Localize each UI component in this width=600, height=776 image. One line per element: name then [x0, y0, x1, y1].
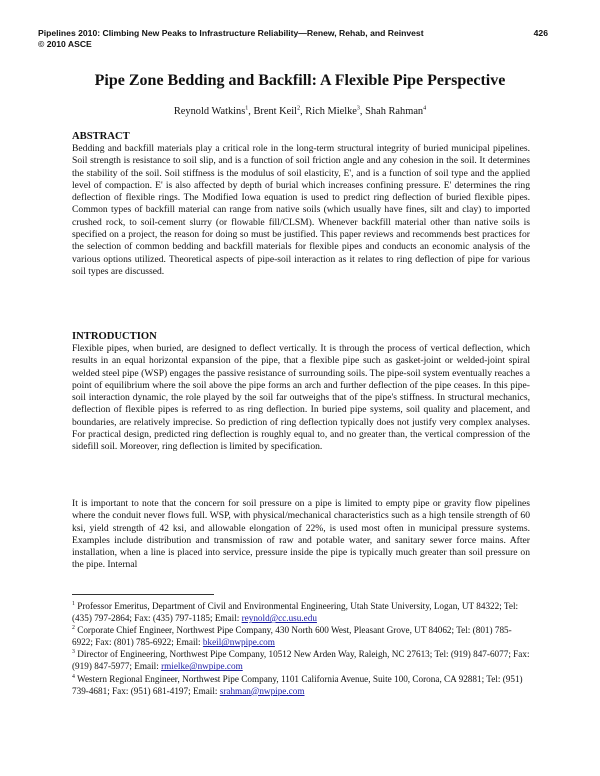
- running-header: [38, 28, 548, 49]
- abstract-section: [72, 130, 530, 278]
- email-link[interactable]: reynold@cc.usu.edu: [241, 613, 317, 624]
- introduction-paragraph-1: Flexible pipes, when buried, are designed to deflect vertically. It is through the process of vertical deflection, which results in an equal horizontal expansion of the pipe, that a flexible pipe such as gasket-joint or welded-joint spiral welded steel pipe (WSP) engages the passive resistance of surrounding soils. The pipe-soil system eventually reaches a point of equilibrium where the soil above the pipe forms an arch and further deflection of the pipe ceases. In this pipe-soil interaction dynamic, the role played by the soil far outweighs that of the pipe's stiffness. In structural mechanics, deflection of flexible pipes is referred to as ring deflection. In buried pipe systems, soil quality and placement, and boundaries, are relatively imprecise. So prediction of ring deflection typically does not justify very complex analyses. For practical design, predicted ring deflection is roughly equal to, and no greater than, the vertical compression of the sidefill soil. Moreover, ring deflection is limited by specification.: [72, 343, 530, 453]
- author-affiliation-marker: 3: [356, 105, 360, 112]
- footnote-text: Professor Emeritus, Department of Civil and Environmental Engineering, Utah State University, Logan, UT 84322; Tel: (435) 797-2864; Fax: (435) 797-1185; Email:: [72, 601, 519, 624]
- footnotes: [72, 600, 532, 697]
- abstract-text: Bedding and backfill materials play a critical role in the long-term structural integrity of buried municipal pipelines. Soil strength is resistance to soil slip, and is a function of soil friction angle and any cohesion in the soil. It determines the stability of the soil. Soil stiffness is the modulus of soil elasticity, E', and is a function of soil type and the applied level of compaction. E' is also affected by depth of burial which increases confining pressure. E' determines the ring deflection of flexible rings. The Modified Iowa equation is used to predict ring deflection of buried flexible pipes. Common types of backfill material can range from native soils (which usually have fines, silt and clay) to imported crushed rock, to soil-cement slurry (or flowable fill/CLSM). Whenever backfill material other than native soils is specified on a project, the reason for doing so must be justified. This paper reviews and recommends best practices for the selection of common bedding and backfill materials for flexible pipes and conducts an economic analysis of the various options utilized. Theoretical aspects of pipe-soil interaction as it relates to ring deflection of pipe for various soil types are discussed.: [72, 143, 530, 277]
- email-link[interactable]: rmielke@nwpipe.com: [161, 661, 243, 672]
- footnote: [72, 673, 532, 697]
- conference-title: Pipelines 2010: Climbing New Peaks to Infrastructure Reliability—Renew, Rehab, and Reinvest: [38, 28, 424, 38]
- footnote-text: Western Regional Engineer, Northwest Pipe Company, 1101 California Avenue, Suite 100, Corona, CA 92881; Tel: (951) 739-4681; Fax: (951) 681-4197; Email:: [72, 673, 523, 696]
- author-name: Reynold Watkins: [173, 106, 246, 117]
- footnote-marker: 2: [72, 625, 75, 632]
- author-separator: ,: [300, 106, 306, 117]
- introduction-heading: INTRODUCTION: [72, 331, 157, 342]
- author-separator: ,: [359, 106, 366, 117]
- footnote-divider: [72, 594, 214, 595]
- author-name: Brent Keil: [253, 106, 298, 117]
- page-number: 426: [533, 28, 548, 38]
- abstract-heading: ABSTRACT: [72, 131, 130, 142]
- author-affiliation-marker: 4: [423, 105, 427, 112]
- footnote-marker: 3: [72, 649, 75, 656]
- author-name: Shah Rahman: [365, 106, 424, 117]
- introduction-section: [72, 330, 530, 454]
- paper-title: Pipe Zone Bedding and Backfill: A Flexible Pipe Perspective: [94, 72, 506, 89]
- footnote-text: Corporate Chief Engineer, Northwest Pipe Company, 430 North 600 West, Pleasant Grove, UT 84062; Tel: (801) 785-6922; Fax: (801) 785-6922; Email:: [72, 625, 512, 648]
- copyright-line: © 2010 ASCE: [38, 38, 92, 49]
- author-affiliation-marker: 2: [297, 105, 301, 112]
- author-name: Rich Mielke: [305, 106, 357, 117]
- email-link[interactable]: srahman@nwpipe.com: [219, 685, 305, 696]
- author-separator: ,: [248, 106, 254, 117]
- footnote-text: Director of Engineering, Northwest Pipe Company, 10512 New Arden Way, Raleigh, NC 27613; Tel: (919) 847-6077; Fax: (919) 847-5977; Email:: [72, 649, 530, 672]
- footnote-marker: 4: [72, 673, 75, 680]
- footnote: [72, 624, 532, 648]
- footnote: [72, 648, 532, 672]
- introduction-paragraph-2: It is important to note that the concern for soil pressure on a pipe is limited to empty pipe or gravity flow pipelines where the conduit never flows full. WSP, with physical/mechanical characteristics such as a high tensile strength of 60 ksi, yield strength of 42 ksi, and allowable elongation of 22%, is used most often in municipal pressure systems. Examples include distribution and transmission of raw and potable water, and sanitary sewer force mains. After installation, when a line is placed into service, pressure inside the pipe is typically much greater than soil pressure on the pipe. Internal: [72, 498, 530, 571]
- footnote: [72, 600, 532, 624]
- author-affiliation-marker: 1: [245, 105, 249, 112]
- footnote-marker: 1: [72, 600, 75, 607]
- author-list: [0, 106, 600, 117]
- email-link[interactable]: bkeil@nwpipe.com: [202, 637, 275, 648]
